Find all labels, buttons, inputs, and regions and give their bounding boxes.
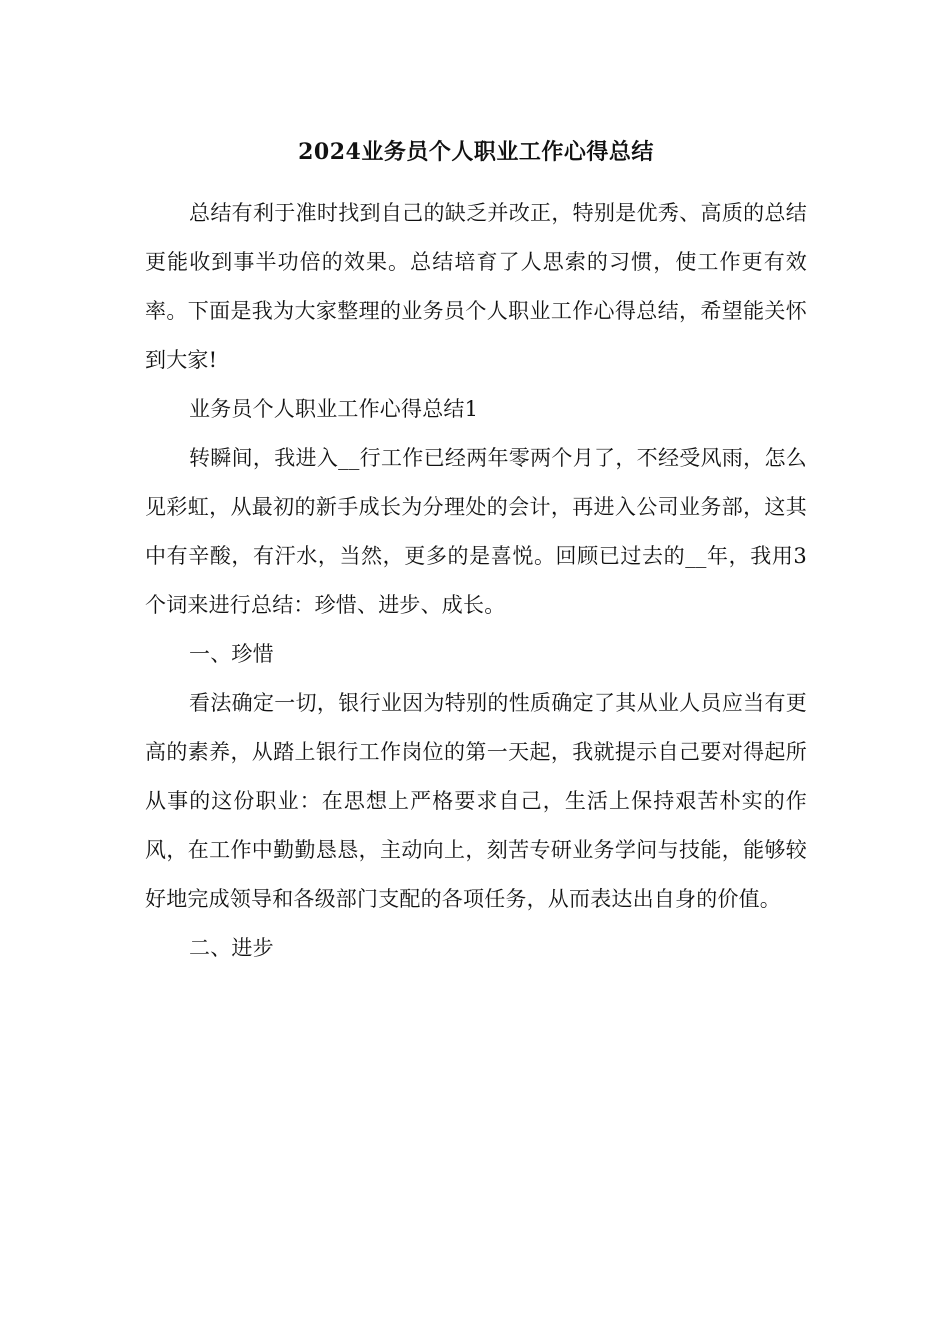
subheading-progress: 二、进步 <box>189 936 274 960</box>
document-title: 2024业务员个人职业工作心得总结 <box>298 139 654 165</box>
subheading-cherish: 一、珍惜 <box>189 642 274 666</box>
body-paragraph-attitude: 看法确定一切，银行业因为特别的性质确定了其从业人员应当有更高的素养，从踏上银行工作岗位的第一天起，我就提示自己要对得起所从事的这份职业：在思想上严格要求自己，生活上保持艰苦朴实的作风，在工作中勤勤恳恳，主动向上，刻苦专研业务学问与技能，能够较好地完成领导和各级部门支配的各项任务，从而表达出自身的价值。 <box>145 691 807 911</box>
body-paragraph-review: 转瞬间，我进入__行工作已经两年零两个月了，不经受风雨，怎么见彩虹，从最初的新手成长为分理处的会计，再进入公司业务部，这其中有辛酸，有汗水，当然，更多的是喜悦。回顾已过去的__年，我用3个词来进行总结：珍惜、进步、成长。 <box>145 446 807 617</box>
section-heading-summary-1: 业务员个人职业工作心得总结1 <box>189 397 479 421</box>
document-page <box>145 128 807 973</box>
intro-paragraph: 总结有利于准时找到自己的缺乏并改正，特别是优秀、高质的总结更能收到事半功倍的效果。总结培育了人思索的习惯，使工作更有效率。下面是我为大家整理的业务员个人职业工作心得总结，希望能关怀到大家! <box>145 201 807 372</box>
